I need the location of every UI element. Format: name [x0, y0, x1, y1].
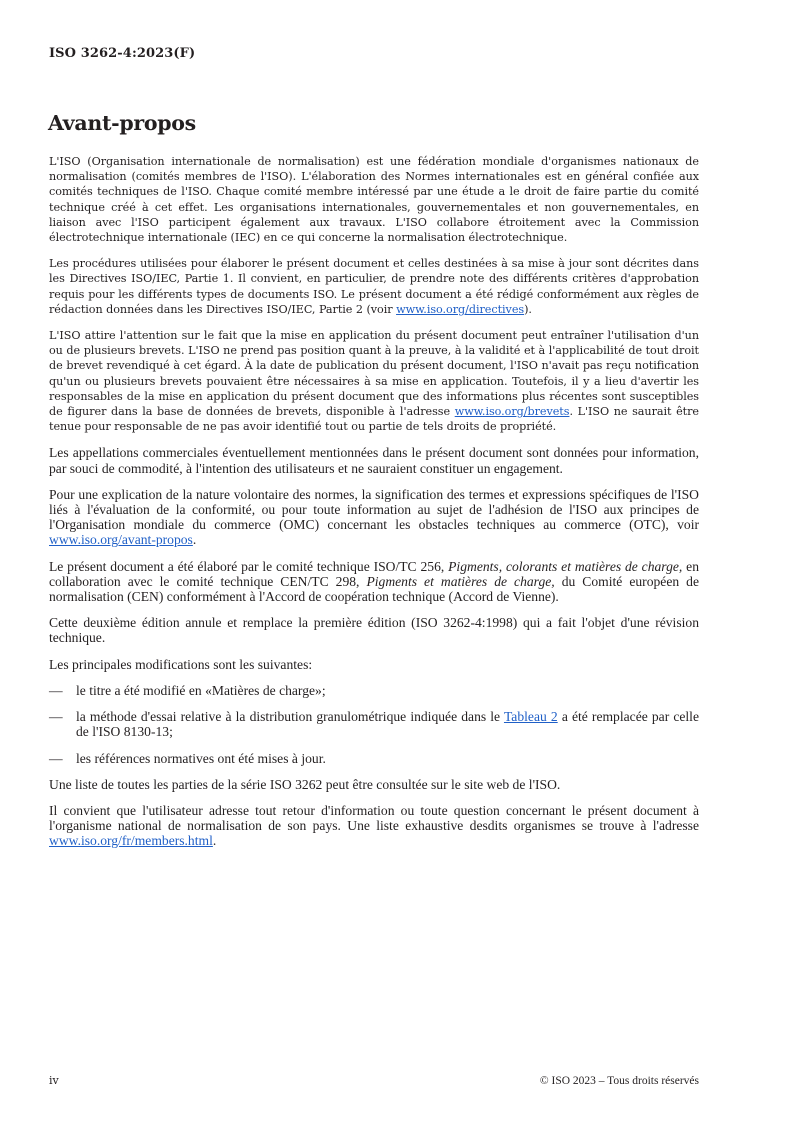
paragraph-trade-names: Les appellations commerciales éventuellement mentionnées dans le présent document sont données pour information, par souci de commodité, à l'intention des utilisateurs et ne sauraient constituer un engagement.: [49, 445, 699, 476]
list-text-part: la méthode d'essai relative à la distribution granulométrique indiquée dans le: [76, 709, 504, 725]
link-brevets[interactable]: www.iso.org/brevets: [454, 405, 570, 419]
list-item-text: [76, 709, 699, 739]
list-item-text: le titre a été modifié en «Matières de charge»;: [76, 682, 326, 698]
paragraph-modifications-intro: Les principales modifications sont les suivantes:: [49, 656, 313, 672]
paragraph-voluntary-nature: [49, 487, 699, 548]
foreword-body: [49, 154, 699, 860]
section-title: Avant-propos: [48, 111, 196, 135]
paragraph-text: .: [192, 532, 197, 548]
document-id-header: ISO 3262-4:2023(F): [49, 46, 196, 61]
page-number: iv: [49, 1074, 59, 1087]
link-members[interactable]: www.iso.org/fr/members.html: [49, 833, 213, 849]
paragraph-procedures: [49, 256, 699, 317]
paragraph-patents: [49, 328, 699, 434]
committee-title-cen: Pigments et matières de charge,: [366, 573, 555, 589]
paragraph-iso-intro: L'ISO (Organisation internationale de normalisation) est une fédération mondiale d'organismes nationaux de normalisation (comités membres de l'ISO). L'élaboration des Normes internationales est en général confiée aux comités techniques de l'ISO. Chaque comité membre intéressé par une étude a le droit de faire partie du comité technique créé à cet effet. Les organisations internationales, gouvernementales et non gouvernementales, en liaison avec l'ISO participent également aux travaux. L'ISO collabore étroitement avec la Commission électrotechnique internationale (IEC) en ce qui concerne la normalisation électrotechnique.: [49, 155, 699, 245]
paragraph-text: Il convient que l'utilisateur adresse tout retour d'information ou toute question concernant le présent document à l'organisme national de normalisation de son pays. Une liste exhaustive desdits organismes se trouve à l'adresse: [49, 802, 699, 834]
paragraph-text: en collaboration avec le comité technique CEN/TC 298,: [49, 558, 699, 589]
list-item: [49, 683, 699, 698]
list-text-part: a été remplacée par celle de l'ISO 8130-13;: [76, 709, 699, 740]
paragraph-series-list: Une liste de toutes les parties de la série ISO 3262 peut être consultée sur le site web de l'ISO.: [49, 776, 561, 792]
modifications-list: [49, 683, 699, 766]
dash-bullet: —: [49, 682, 63, 698]
list-item: [49, 709, 699, 739]
link-avant-propos[interactable]: www.iso.org/avant-propos: [49, 532, 193, 548]
paragraph-text: Les procédures utilisées pour élaborer le présent document et celles destinées à sa mise à jour sont décrites dans les Directives ISO/IEC, Partie 1. Il convient, en particulier, de prendre note des différents critères d'approbation requis pour les différents types de documents ISO. Le présent document a été rédigé conformément aux règles de rédaction données dans les Directives ISO/IEC, Partie 2 (voir: [49, 257, 699, 316]
copyright-notice: © ISO 2023 – Tous droits réservés: [539, 1075, 699, 1087]
dash-bullet: —: [49, 709, 63, 725]
paragraph-text: Le présent document a été élaboré par le comité technique ISO/TC 256,: [49, 558, 449, 574]
paragraph-text: .: [212, 833, 217, 849]
list-item-text: les références normatives ont été mises à jour.: [76, 750, 326, 766]
paragraph-edition: Cette deuxième édition annule et remplace la première édition (ISO 3262-4:1998) qui a fait l'objet d'une révision technique.: [49, 615, 699, 646]
paragraph-committee: [49, 559, 699, 605]
dash-bullet: —: [49, 750, 63, 766]
paragraph-text: ).: [524, 302, 532, 316]
link-tableau-2[interactable]: Tableau 2: [503, 709, 558, 725]
paragraph-feedback: [49, 803, 699, 849]
paragraph-text: . L'ISO ne saurait être tenue pour responsable de ne pas avoir identifié tout ou partie de tels droits de propriété.: [49, 405, 699, 434]
list-item: [49, 751, 699, 766]
paragraph-text: Pour une explication de la nature volontaire des normes, la signification des termes et expressions spécifiques de l'ISO liés à l'évaluation de la conformité, ou pour toute information au sujet de l'adhésion de l'ISO aux principes de l'Organisation mondiale du commerce (OMC) concernant les obstacles techniques au commerce (OTC), voir: [49, 486, 699, 533]
paragraph-text: du Comité européen de normalisation (CEN) conformément à l'Accord de coopération technique (Accord de Vienne).: [49, 573, 699, 605]
paragraph-text: L'ISO attire l'attention sur le fait que la mise en application du présent document peut entraîner l'utilisation d'un ou de plusieurs brevets. L'ISO ne prend pas position quant à la preuve, à la validité et à l'applicabilité de tout droit de brevet revendiqué à cet égard. À la date de publication du présent document, l'ISO n'avait pas reçu notification qu'un ou plusieurs brevets pouvaient être nécessaires à sa mise en application. Toutefois, il y a lieu d'avertir les responsables de la mise en application du présent document que des informations plus récentes sont susceptibles de figurer dans la base de données de brevets, disponible à l'adresse: [49, 329, 699, 419]
link-directives[interactable]: www.iso.org/directives: [396, 302, 525, 316]
committee-title-iso: Pigments, colorants et matières de charge,: [448, 558, 683, 574]
